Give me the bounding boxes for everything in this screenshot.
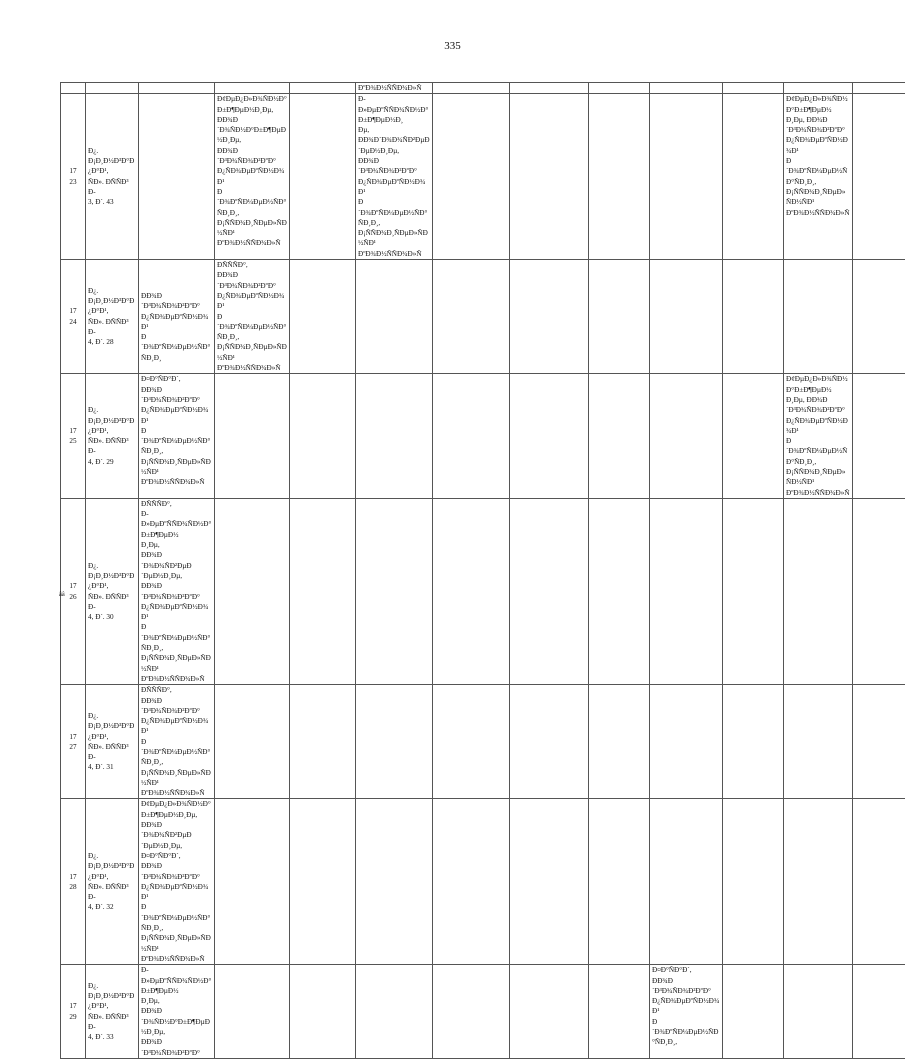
table-cell xyxy=(650,799,723,965)
page-number: 335 xyxy=(0,40,905,52)
row-number: 17 27 xyxy=(61,685,86,799)
table-cell xyxy=(784,260,853,374)
table-cell: Ð¤Ð°ÑÐ°Ð´, ÐÐ¾Ð´Ð³Ð¾ÑÐ¾Ð²ÐºÐ° Ð¿ÑÐ¾ÐµÐºÑÐ½Ð¾Ð¹ Ð´Ð¾ÐºÑÐ¼ÐµÐ½ÑÐ°ÑÐ¸Ð¸, xyxy=(650,965,723,1059)
table-cell xyxy=(784,685,853,799)
table-cell xyxy=(356,260,433,374)
table-cell: Ð¤Ð°ÑÐ°Ð´, ÐÐ¾Ð´Ð³Ð¾ÑÐ¾Ð²ÐºÐ° Ð¿ÑÐ¾ÐµÐºÑÐ½Ð¾Ð¹ Ð´Ð¾ÐºÑÐ¼ÐµÐ½ÑÐ°ÑÐ¸Ð¸, Ð¡ÑÑÐ¾Ð¸ÑÐµÐ»ÑÐ½ÑÐ¹ ÐºÐ¾Ð½ÑÑÐ¾Ð»Ñ xyxy=(139,374,215,499)
table-cell xyxy=(356,799,433,965)
table-cell xyxy=(356,965,433,1059)
table-cell xyxy=(356,685,433,799)
table-cell xyxy=(139,94,215,260)
table-cell xyxy=(215,965,290,1059)
table-cell: ÐÐ»ÐµÐºÑÑÐ¾ÑÐ½Ð°Ð±Ð¶ÐµÐ½ Ð¸Ðµ, ÐÐ¾Ð´Ð¾ÑÐ½Ð°Ð±Ð¶ÐµÐ½Ð¸Ðµ, ÐÐ¾Ð´Ð³Ð¾ÑÐ¾Ð²ÐºÐ° xyxy=(139,965,215,1059)
table-cell xyxy=(784,799,853,965)
table-row xyxy=(61,685,905,799)
footer-mark: ââ xyxy=(59,591,65,598)
row-number: 17 29 xyxy=(61,965,86,1059)
table-row xyxy=(61,965,905,1059)
row-number: 17 28 xyxy=(61,799,86,965)
table-cell xyxy=(215,498,290,684)
table-cell: Ð¢ÐµÐ¿Ð»Ð¾ÑÐ½Ð°Ð±Ð¶ÐµÐ½ Ð¸Ðµ, ÐÐ¾Ð´Ð³Ð¾ÑÐ¾Ð²ÐºÐ° Ð¿ÑÐ¾ÐµÐºÑÐ½Ð¾Ð¹ Ð´Ð¾ÐºÑÐ¼ÐµÐ½ÑÐ°ÑÐ¸Ð¸, Ð¡ÑÑÐ¾Ð¸ÑÐµÐ»ÑÐ½ÑÐ¹ ÐºÐ¾Ð½ÑÑÐ¾Ð»Ñ xyxy=(784,374,853,499)
table-row xyxy=(61,374,905,499)
table-cell xyxy=(215,799,290,965)
works-table xyxy=(60,82,905,1059)
table-row xyxy=(61,260,905,374)
table-cell: Ð¢ÐµÐ¿Ð»Ð¾ÑÐ½Ð°Ð±Ð¶ÐµÐ½Ð¸Ðµ, ÐÐ¾Ð´Ð¾ÑÐ½Ð°Ð±Ð¶ÐµÐ½Ð¸Ðµ, ÐÐ¾Ð´Ð³Ð¾ÑÐ¾Ð²ÐºÐ° Ð¿ÑÐ¾ÐµÐºÑÐ½Ð¾Ð¹ Ð´Ð¾ÐºÑÐ¼ÐµÐ½ÑÐ°ÑÐ¸Ð¸, Ð¡ÑÑÐ¾Ð¸ÑÐµÐ»ÑÐ½ÑÐ¹ ÐºÐ¾Ð½ÑÑÐ¾Ð»Ñ xyxy=(215,94,290,260)
table-cell xyxy=(650,94,723,260)
table-row-continuation xyxy=(61,83,905,94)
table-cell: ÐÑÑÑÐ°, ÐÐ»ÐµÐºÑÑÐ¾ÑÐ½Ð°Ð±Ð¶ÐµÐ½ Ð¸Ðµ, ÐÐ¾Ð´Ð¾Ð¾ÑÐ²ÐµÐ´ÐµÐ½Ð¸Ðµ, ÐÐ¾Ð´Ð³Ð¾ÑÐ¾Ð²ÐºÐ° Ð¿ÑÐ¾ÐµÐºÑÐ½Ð¾Ð¹ Ð´Ð¾ÐºÑÐ¼ÐµÐ½ÑÐ°ÑÐ¸Ð¸, Ð¡ÑÑÐ¾Ð¸ÑÐµÐ»ÑÐ½ÑÐ¹ ÐºÐ¾Ð½ÑÑÐ¾Ð»Ñ xyxy=(139,498,215,684)
table-cell xyxy=(215,685,290,799)
table-cell: ÐÑÑÑÐ°, ÐÐ¾Ð´Ð³Ð¾ÑÐ¾Ð²ÐºÐ° Ð¿ÑÐ¾ÐµÐºÑÐ½Ð¾Ð¹ Ð´Ð¾ÐºÑÐ¼ÐµÐ½ÑÐ°ÑÐ¸Ð¸, Ð¡ÑÑÐ¾Ð¸ÑÐµÐ»ÑÐ½ÑÐ¹ ÐºÐ¾Ð½ÑÑÐ¾Ð»Ñ xyxy=(215,260,290,374)
address-cell: Ð¿. Ð¡Ð¸Ð½Ð³Ð°Ð¿Ð°Ð¹, ÑÐ». ÐÑÑÐ³ Ð- 4, Ð´. 28 xyxy=(86,260,139,374)
table-cell: ÐÐ»ÐµÐºÑÑÐ¾ÑÐ½Ð°Ð±Ð¶ÐµÐ½Ð¸ Ðµ, ÐÐ¾Ð´Ð¾Ð¾ÑÐ²ÐµÐ´ÐµÐ½Ð¸Ðµ, ÐÐ¾Ð´Ð³Ð¾ÑÐ¾Ð²ÐºÐ° Ð¿ÑÐ¾ÐµÐºÑÐ½Ð¾Ð¹ Ð´Ð¾ÐºÑÐ¼ÐµÐ½ÑÐ°ÑÐ¸Ð¸, Ð¡ÑÑÐ¾Ð¸ÑÐµÐ»ÑÐ½ÑÐ¹ ÐºÐ¾Ð½ÑÑÐ¾Ð»Ñ xyxy=(356,94,433,260)
table-cell xyxy=(215,374,290,499)
address-cell: Ð¿. Ð¡Ð¸Ð½Ð³Ð°Ð¿Ð°Ð¹, ÑÐ». ÐÑÑÐ³ Ð- 3, Ð´. 43 xyxy=(86,94,139,260)
table-cell: Ð¢ÐµÐ¿Ð»Ð¾ÑÐ½Ð°Ð±Ð¶ÐµÐ½ Ð¸Ðµ, ÐÐ¾Ð´Ð³Ð¾ÑÐ¾Ð²ÐºÐ° Ð¿ÑÐ¾ÐµÐºÑÐ½Ð¾Ð¹ Ð´Ð¾ÐºÑÐ¼ÐµÐ½ÑÐ°ÑÐ¸Ð¸, Ð¡ÑÑÐ¾Ð¸ÑÐµÐ»ÑÐ½ÑÐ¹ ÐºÐ¾Ð½ÑÑÐ¾Ð»Ñ xyxy=(784,94,853,260)
table-cell xyxy=(650,685,723,799)
table-cell: ÐºÐ¾Ð½ÑÑÐ¾Ð»Ñ xyxy=(356,83,433,94)
table-cell xyxy=(650,260,723,374)
row-number: 17 25 xyxy=(61,374,86,499)
address-cell: Ð¿. Ð¡Ð¸Ð½Ð³Ð°Ð¿Ð°Ð¹, ÑÐ». ÐÑÑÐ³ Ð- 4, Ð´. 29 xyxy=(86,374,139,499)
row-number: 17 24 xyxy=(61,260,86,374)
table-cell xyxy=(784,965,853,1059)
table-row xyxy=(61,498,905,684)
table-cell: ÐÐ¾Ð´Ð³Ð¾ÑÐ¾Ð²ÐºÐ° Ð¿ÑÐ¾ÐµÐºÑÐ½Ð¾Ð¹ Ð´Ð¾ÐºÑÐ¼ÐµÐ½ÑÐ°ÑÐ¸Ð¸ xyxy=(139,260,215,374)
table-cell xyxy=(650,374,723,499)
address-cell: Ð¿. Ð¡Ð¸Ð½Ð³Ð°Ð¿Ð°Ð¹, ÑÐ». ÐÑÑÐ³ Ð- 4, Ð´. 31 xyxy=(86,685,139,799)
address-cell: Ð¿. Ð¡Ð¸Ð½Ð³Ð°Ð¿Ð°Ð¹, ÑÐ». ÐÑÑÐ³ Ð- 4, Ð´. 33 xyxy=(86,965,139,1059)
table-cell xyxy=(650,498,723,684)
table-cell: Ð¢ÐµÐ¿Ð»Ð¾ÑÐ½Ð°Ð±Ð¶ÐµÐ½Ð¸Ðµ, ÐÐ¾Ð´Ð¾Ð¾ÑÐ²ÐµÐ´ÐµÐ½Ð¸Ðµ, Ð¤Ð°ÑÐ°Ð´, ÐÐ¾Ð´Ð³Ð¾ÑÐ¾Ð²ÐºÐ° Ð¿ÑÐ¾ÐµÐºÑÐ½Ð¾Ð¹ Ð´Ð¾ÐºÑÐ¼ÐµÐ½ÑÐ°ÑÐ¸Ð¸, Ð¡ÑÑÐ¾Ð¸ÑÐµÐ»ÑÐ½ÑÐ¹ ÐºÐ¾Ð½ÑÑÐ¾Ð»Ñ xyxy=(139,799,215,965)
table-row xyxy=(61,94,905,260)
table-row xyxy=(61,799,905,965)
row-number: 17 26 xyxy=(61,498,86,684)
address-cell: Ð¿. Ð¡Ð¸Ð½Ð³Ð°Ð¿Ð°Ð¹, ÑÐ». ÐÑÑÐ³ Ð- 4, Ð´. 30 xyxy=(86,498,139,684)
table-cell: ÐÑÑÑÐ°, ÐÐ¾Ð´Ð³Ð¾ÑÐ¾Ð²ÐºÐ° Ð¿ÑÐ¾ÐµÐºÑÐ½Ð¾Ð¹ Ð´Ð¾ÐºÑÐ¼ÐµÐ½ÑÐ°ÑÐ¸Ð¸, Ð¡ÑÑÐ¾Ð¸ÑÐµÐ»ÑÐ½ÑÐ¹ ÐºÐ¾Ð½ÑÑÐ¾Ð»Ñ xyxy=(139,685,215,799)
row-number: 17 23 xyxy=(61,94,86,260)
table-cell xyxy=(356,498,433,684)
address-cell: Ð¿. Ð¡Ð¸Ð½Ð³Ð°Ð¿Ð°Ð¹, ÑÐ». ÐÑÑÐ³ Ð- 4, Ð´. 32 xyxy=(86,799,139,965)
table-cell xyxy=(784,498,853,684)
table-cell xyxy=(356,374,433,499)
